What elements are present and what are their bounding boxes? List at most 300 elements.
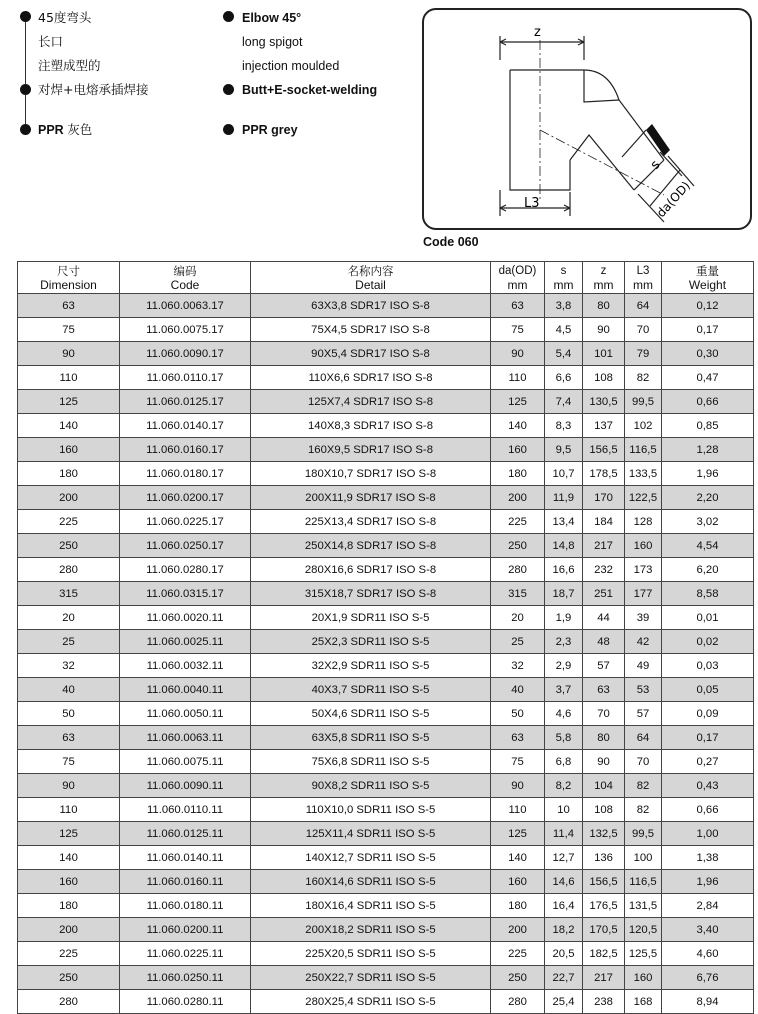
table-cell: 180X10,7 SDR17 ISO S-8 — [251, 462, 491, 486]
table-cell: 1,28 — [662, 438, 754, 462]
table-cell: 0,12 — [662, 294, 754, 318]
table-cell: 180X16,4 SDR11 ISO S-5 — [251, 894, 491, 918]
table-cell: 280X25,4 SDR11 ISO S-5 — [251, 990, 491, 1014]
table-cell: 48 — [583, 630, 625, 654]
table-cell: 63 — [18, 294, 120, 318]
table-cell: 137 — [583, 414, 625, 438]
table-cell: 0,17 — [662, 318, 754, 342]
table-cell: 156,5 — [583, 438, 625, 462]
table-cell: 11.060.0160.17 — [120, 438, 251, 462]
table-cell: 82 — [625, 798, 662, 822]
table-cell: 70 — [625, 750, 662, 774]
table-cell: 20 — [491, 606, 545, 630]
table-cell: 8,58 — [662, 582, 754, 606]
table-cell: 125 — [491, 822, 545, 846]
timeline-line — [25, 14, 26, 132]
col-header: z mm — [583, 262, 625, 294]
table-row — [18, 486, 754, 510]
table-cell: 140 — [491, 414, 545, 438]
table-cell: 177 — [625, 582, 662, 606]
table-cell: 11.060.0075.11 — [120, 750, 251, 774]
table-cell: 168 — [625, 990, 662, 1014]
table-cell: 11.060.0140.11 — [120, 846, 251, 870]
table-cell: 18,2 — [545, 918, 583, 942]
table-cell: 125 — [18, 390, 120, 414]
table-cell: 11.060.0125.11 — [120, 822, 251, 846]
table-cell: 11.060.0280.17 — [120, 558, 251, 582]
en-title: Elbow 45° — [242, 11, 302, 25]
table-cell: 64 — [625, 726, 662, 750]
table-cell: 280X16,6 SDR17 ISO S-8 — [251, 558, 491, 582]
bullet-dot — [223, 124, 234, 135]
spec-table-sdr11 — [17, 605, 754, 1014]
table-cell: 200 — [18, 918, 120, 942]
table-cell: 22,7 — [545, 966, 583, 990]
table-cell: 225 — [491, 510, 545, 534]
table-cell: 122,5 — [625, 486, 662, 510]
table-cell: 6,76 — [662, 966, 754, 990]
table-cell: 116,5 — [625, 438, 662, 462]
table-cell: 176,5 — [583, 894, 625, 918]
table-cell: 32X2,9 SDR11 ISO S-5 — [251, 654, 491, 678]
table-cell: 5,8 — [545, 726, 583, 750]
dim-z-label: z — [534, 25, 541, 40]
en-ppr: PPR grey — [242, 123, 298, 137]
table-cell: 160 — [491, 438, 545, 462]
table-cell: 50 — [18, 702, 120, 726]
table-cell: 160 — [491, 870, 545, 894]
elbow-drawing-svg — [424, 10, 750, 228]
table-cell: 11.060.0315.17 — [120, 582, 251, 606]
bullet-dot — [20, 124, 31, 135]
table-cell: 0,05 — [662, 678, 754, 702]
table-cell: 250 — [18, 534, 120, 558]
table-cell: 0,01 — [662, 606, 754, 630]
bullet-dot — [223, 11, 234, 22]
table-cell: 120,5 — [625, 918, 662, 942]
table-cell: 2,3 — [545, 630, 583, 654]
table-cell: 0,17 — [662, 726, 754, 750]
table-row — [18, 678, 754, 702]
bullet-dot — [20, 11, 31, 22]
table-cell: 132,5 — [583, 822, 625, 846]
table-cell: 200 — [491, 486, 545, 510]
table-cell: 108 — [583, 366, 625, 390]
table-cell: 1,96 — [662, 462, 754, 486]
table-cell: 3,7 — [545, 678, 583, 702]
table-cell: 232 — [583, 558, 625, 582]
table-cell: 125 — [491, 390, 545, 414]
table-cell: 0,66 — [662, 798, 754, 822]
table-row — [18, 774, 754, 798]
col-header: 编码 Code — [120, 262, 251, 294]
ppr-prefix: PPR — [38, 123, 64, 137]
table-cell: 14,8 — [545, 534, 583, 558]
technical-drawing — [422, 8, 752, 230]
table-cell: 140 — [491, 846, 545, 870]
table-cell: 250 — [491, 966, 545, 990]
table-cell: 251 — [583, 582, 625, 606]
table-cell: 11.060.0200.11 — [120, 918, 251, 942]
table-cell: 250X14,8 SDR17 ISO S-8 — [251, 534, 491, 558]
table-cell: 63X5,8 SDR11 ISO S-5 — [251, 726, 491, 750]
table-cell: 39 — [625, 606, 662, 630]
table-cell: 63 — [491, 294, 545, 318]
table-cell: 11.060.0090.11 — [120, 774, 251, 798]
table-row — [18, 462, 754, 486]
table-cell: 90 — [18, 774, 120, 798]
table-row — [18, 318, 754, 342]
table-cell: 57 — [625, 702, 662, 726]
code-label: Code 060 — [423, 235, 479, 249]
table-cell: 6,20 — [662, 558, 754, 582]
table-cell: 3,8 — [545, 294, 583, 318]
table-cell: 64 — [625, 294, 662, 318]
bullet-dot — [20, 84, 31, 95]
table-cell: 25 — [491, 630, 545, 654]
table-cell: 156,5 — [583, 870, 625, 894]
table-cell: 11.060.0225.11 — [120, 942, 251, 966]
table-cell: 14,6 — [545, 870, 583, 894]
table-cell: 104 — [583, 774, 625, 798]
table-cell: 180 — [18, 894, 120, 918]
table-cell: 225X13,4 SDR17 ISO S-8 — [251, 510, 491, 534]
table-cell: 8,94 — [662, 990, 754, 1014]
table-cell: 280 — [491, 558, 545, 582]
table-row — [18, 942, 754, 966]
table-cell: 170,5 — [583, 918, 625, 942]
table-cell: 184 — [583, 510, 625, 534]
table-cell: 2,20 — [662, 486, 754, 510]
table-cell: 9,5 — [545, 438, 583, 462]
table-cell: 0,09 — [662, 702, 754, 726]
table-cell: 0,03 — [662, 654, 754, 678]
table-cell: 0,30 — [662, 342, 754, 366]
table-cell: 173 — [625, 558, 662, 582]
table-row — [18, 510, 754, 534]
table-cell: 11.060.0090.17 — [120, 342, 251, 366]
table-cell: 116,5 — [625, 870, 662, 894]
col-header: 重量 Weight — [662, 262, 754, 294]
table-cell: 1,9 — [545, 606, 583, 630]
table-cell: 140 — [18, 414, 120, 438]
table-cell: 140X12,7 SDR11 ISO S-5 — [251, 846, 491, 870]
table-cell: 180 — [18, 462, 120, 486]
table-cell: 20X1,9 SDR11 ISO S-5 — [251, 606, 491, 630]
table-cell: 4,5 — [545, 318, 583, 342]
table-cell: 217 — [583, 966, 625, 990]
table-row — [18, 414, 754, 438]
table-cell: 250X22,7 SDR11 ISO S-5 — [251, 966, 491, 990]
cn-welding: 对焊+电熔承插焊接 — [38, 82, 149, 97]
table-cell: 178,5 — [583, 462, 625, 486]
table-cell: 75X4,5 SDR17 ISO S-8 — [251, 318, 491, 342]
table-cell: 182,5 — [583, 942, 625, 966]
table-row — [18, 870, 754, 894]
table-cell: 160X9,5 SDR17 ISO S-8 — [251, 438, 491, 462]
table-cell: 11,4 — [545, 822, 583, 846]
table-cell: 200X11,9 SDR17 ISO S-8 — [251, 486, 491, 510]
table-cell: 3,02 — [662, 510, 754, 534]
table-cell: 11.060.0032.11 — [120, 654, 251, 678]
table-cell: 20 — [18, 606, 120, 630]
table-cell: 160 — [625, 534, 662, 558]
table-cell: 11.060.0110.17 — [120, 366, 251, 390]
table-cell: 160 — [625, 966, 662, 990]
table-cell: 110 — [491, 798, 545, 822]
table-cell: 170 — [583, 486, 625, 510]
table-row — [18, 966, 754, 990]
table-cell: 140X8,3 SDR17 ISO S-8 — [251, 414, 491, 438]
table-cell: 79 — [625, 342, 662, 366]
table-row — [18, 558, 754, 582]
table-cell: 101 — [583, 342, 625, 366]
table-cell: 75X6,8 SDR11 ISO S-5 — [251, 750, 491, 774]
table-cell: 90 — [583, 750, 625, 774]
table-row — [18, 630, 754, 654]
table-cell: 40 — [18, 678, 120, 702]
table-cell: 136 — [583, 846, 625, 870]
table-cell: 11.060.0250.17 — [120, 534, 251, 558]
table-cell: 25X2,3 SDR11 ISO S-5 — [251, 630, 491, 654]
table-cell: 70 — [625, 318, 662, 342]
table-row — [18, 846, 754, 870]
table-cell: 0,85 — [662, 414, 754, 438]
table-cell: 5,4 — [545, 342, 583, 366]
table-cell: 50X4,6 SDR11 ISO S-5 — [251, 702, 491, 726]
table-cell: 63 — [583, 678, 625, 702]
table-cell: 32 — [491, 654, 545, 678]
col-header: 尺寸 Dimension — [18, 262, 120, 294]
table-cell: 11.060.0180.17 — [120, 462, 251, 486]
table-cell: 90X8,2 SDR11 ISO S-5 — [251, 774, 491, 798]
col-header: L3 mm — [625, 262, 662, 294]
table-row — [18, 918, 754, 942]
table-cell: 42 — [625, 630, 662, 654]
table-cell: 7,4 — [545, 390, 583, 414]
table-cell: 90 — [491, 774, 545, 798]
table-cell: 80 — [583, 726, 625, 750]
table-cell: 250 — [18, 966, 120, 990]
table-cell: 75 — [18, 318, 120, 342]
table-cell: 18,7 — [545, 582, 583, 606]
table-cell: 225 — [18, 942, 120, 966]
table-row — [18, 894, 754, 918]
en-welding: Butt+E-socket-welding — [242, 83, 378, 97]
table-row — [18, 342, 754, 366]
table-cell: 200X18,2 SDR11 ISO S-5 — [251, 918, 491, 942]
table-cell: 4,6 — [545, 702, 583, 726]
table-cell: 0,02 — [662, 630, 754, 654]
table-cell: 280 — [18, 990, 120, 1014]
table-cell: 280 — [491, 990, 545, 1014]
table-cell: 0,47 — [662, 366, 754, 390]
table-cell: 4,60 — [662, 942, 754, 966]
table-cell: 0,27 — [662, 750, 754, 774]
table-row — [18, 702, 754, 726]
table-cell: 11.060.0063.11 — [120, 726, 251, 750]
table-cell: 11.060.0075.17 — [120, 318, 251, 342]
table-cell: 11.060.0200.17 — [120, 486, 251, 510]
table-cell: 11.060.0110.11 — [120, 798, 251, 822]
table-cell: 125 — [18, 822, 120, 846]
table-cell: 11.060.0250.11 — [120, 966, 251, 990]
table-cell: 25,4 — [545, 990, 583, 1014]
table-cell: 128 — [625, 510, 662, 534]
table-cell: 13,4 — [545, 510, 583, 534]
table-cell: 1,00 — [662, 822, 754, 846]
table-cell: 0,43 — [662, 774, 754, 798]
table-cell: 11.060.0280.11 — [120, 990, 251, 1014]
spec-table-sdr17 — [17, 261, 754, 606]
table-cell: 50 — [491, 702, 545, 726]
table-cell: 11.060.0050.11 — [120, 702, 251, 726]
table-cell: 90 — [583, 318, 625, 342]
table-cell: 1,38 — [662, 846, 754, 870]
table-row — [18, 990, 754, 1014]
table-cell: 44 — [583, 606, 625, 630]
table-cell: 25 — [18, 630, 120, 654]
table-cell: 70 — [583, 702, 625, 726]
table-cell: 110 — [18, 798, 120, 822]
col-header: s mm — [545, 262, 583, 294]
en-injection: injection moulded — [242, 59, 340, 73]
table-cell: 11.060.0140.17 — [120, 414, 251, 438]
table-row — [18, 534, 754, 558]
table-cell: 75 — [18, 750, 120, 774]
table-cell: 63 — [491, 726, 545, 750]
table-cell: 225 — [491, 942, 545, 966]
table-cell: 11.060.0180.11 — [120, 894, 251, 918]
cn-long: 长口 — [38, 34, 64, 49]
dim-da-label: da(OD) — [653, 178, 694, 221]
table-cell: 10 — [545, 798, 583, 822]
table-cell: 102 — [625, 414, 662, 438]
table-row — [18, 390, 754, 414]
table-cell: 20,5 — [545, 942, 583, 966]
table-cell: 2,9 — [545, 654, 583, 678]
table-cell: 315 — [491, 582, 545, 606]
table-cell: 63 — [18, 726, 120, 750]
table-row — [18, 366, 754, 390]
table-cell: 125,5 — [625, 942, 662, 966]
table-cell: 3,40 — [662, 918, 754, 942]
table-cell: 11.060.0225.17 — [120, 510, 251, 534]
ppr-cn-suffix: 灰色 — [67, 122, 93, 137]
table-cell: 40 — [491, 678, 545, 702]
table-row — [18, 798, 754, 822]
table-cell: 11.060.0160.11 — [120, 870, 251, 894]
table-row — [18, 582, 754, 606]
table-cell: 160 — [18, 870, 120, 894]
table-row — [18, 654, 754, 678]
table-cell: 40X3,7 SDR11 ISO S-5 — [251, 678, 491, 702]
table-cell: 11,9 — [545, 486, 583, 510]
dim-s-label: s — [647, 157, 664, 173]
table-cell: 108 — [583, 798, 625, 822]
table-cell: 80 — [583, 294, 625, 318]
table-cell: 110 — [491, 366, 545, 390]
col-header: da(OD) mm — [491, 262, 545, 294]
table-cell: 131,5 — [625, 894, 662, 918]
table-cell: 180 — [491, 894, 545, 918]
table-cell: 225 — [18, 510, 120, 534]
table-row — [18, 726, 754, 750]
table-cell: 10,7 — [545, 462, 583, 486]
table-cell: 99,5 — [625, 822, 662, 846]
table-cell: 110X10,0 SDR11 ISO S-5 — [251, 798, 491, 822]
table-cell: 32 — [18, 654, 120, 678]
table-header-row — [18, 262, 754, 294]
table-cell: 315 — [18, 582, 120, 606]
table-cell: 200 — [491, 918, 545, 942]
table-cell: 63X3,8 SDR17 ISO S-8 — [251, 294, 491, 318]
table-cell: 75 — [491, 318, 545, 342]
table-cell: 90X5,4 SDR17 ISO S-8 — [251, 342, 491, 366]
table-row — [18, 750, 754, 774]
table-cell: 110X6,6 SDR17 ISO S-8 — [251, 366, 491, 390]
table-cell: 217 — [583, 534, 625, 558]
table-cell: 11.060.0063.17 — [120, 294, 251, 318]
table-cell: 130,5 — [583, 390, 625, 414]
table-cell: 11.060.0040.11 — [120, 678, 251, 702]
col-header: 名称内容 Detail — [251, 262, 491, 294]
cn-injection: 注塑成型的 — [38, 58, 101, 73]
table-cell: 180 — [491, 462, 545, 486]
table-cell: 82 — [625, 774, 662, 798]
en-long: long spigot — [242, 35, 303, 49]
table-cell: 11.060.0025.11 — [120, 630, 251, 654]
table-cell: 0,66 — [662, 390, 754, 414]
table-cell: 280 — [18, 558, 120, 582]
table-row — [18, 294, 754, 318]
table-cell: 8,3 — [545, 414, 583, 438]
table-cell: 160 — [18, 438, 120, 462]
table-cell: 315X18,7 SDR17 ISO S-8 — [251, 582, 491, 606]
table-cell: 125X7,4 SDR17 ISO S-8 — [251, 390, 491, 414]
table-cell: 238 — [583, 990, 625, 1014]
cn-ppr — [38, 123, 92, 137]
table-cell: 160X14,6 SDR11 ISO S-5 — [251, 870, 491, 894]
table-cell: 200 — [18, 486, 120, 510]
table-cell: 75 — [491, 750, 545, 774]
table-cell: 16,4 — [545, 894, 583, 918]
table-cell: 90 — [491, 342, 545, 366]
table-cell: 133,5 — [625, 462, 662, 486]
table-cell: 53 — [625, 678, 662, 702]
table-cell: 82 — [625, 366, 662, 390]
table-row — [18, 438, 754, 462]
table-row — [18, 606, 754, 630]
table-cell: 90 — [18, 342, 120, 366]
table-cell: 4,54 — [662, 534, 754, 558]
table-cell: 125X11,4 SDR11 ISO S-5 — [251, 822, 491, 846]
dim-l3-label: L3 — [524, 196, 540, 211]
table-cell: 140 — [18, 846, 120, 870]
table-cell: 8,2 — [545, 774, 583, 798]
bullet-dot — [223, 84, 234, 95]
table-row — [18, 822, 754, 846]
cn-title: 45度弯头 — [38, 10, 92, 25]
table-cell: 225X20,5 SDR11 ISO S-5 — [251, 942, 491, 966]
table-cell: 6,6 — [545, 366, 583, 390]
table-cell: 12,7 — [545, 846, 583, 870]
table-cell: 16,6 — [545, 558, 583, 582]
table-cell: 110 — [18, 366, 120, 390]
table-cell: 1,96 — [662, 870, 754, 894]
table-cell: 49 — [625, 654, 662, 678]
table-cell: 11.060.0125.17 — [120, 390, 251, 414]
